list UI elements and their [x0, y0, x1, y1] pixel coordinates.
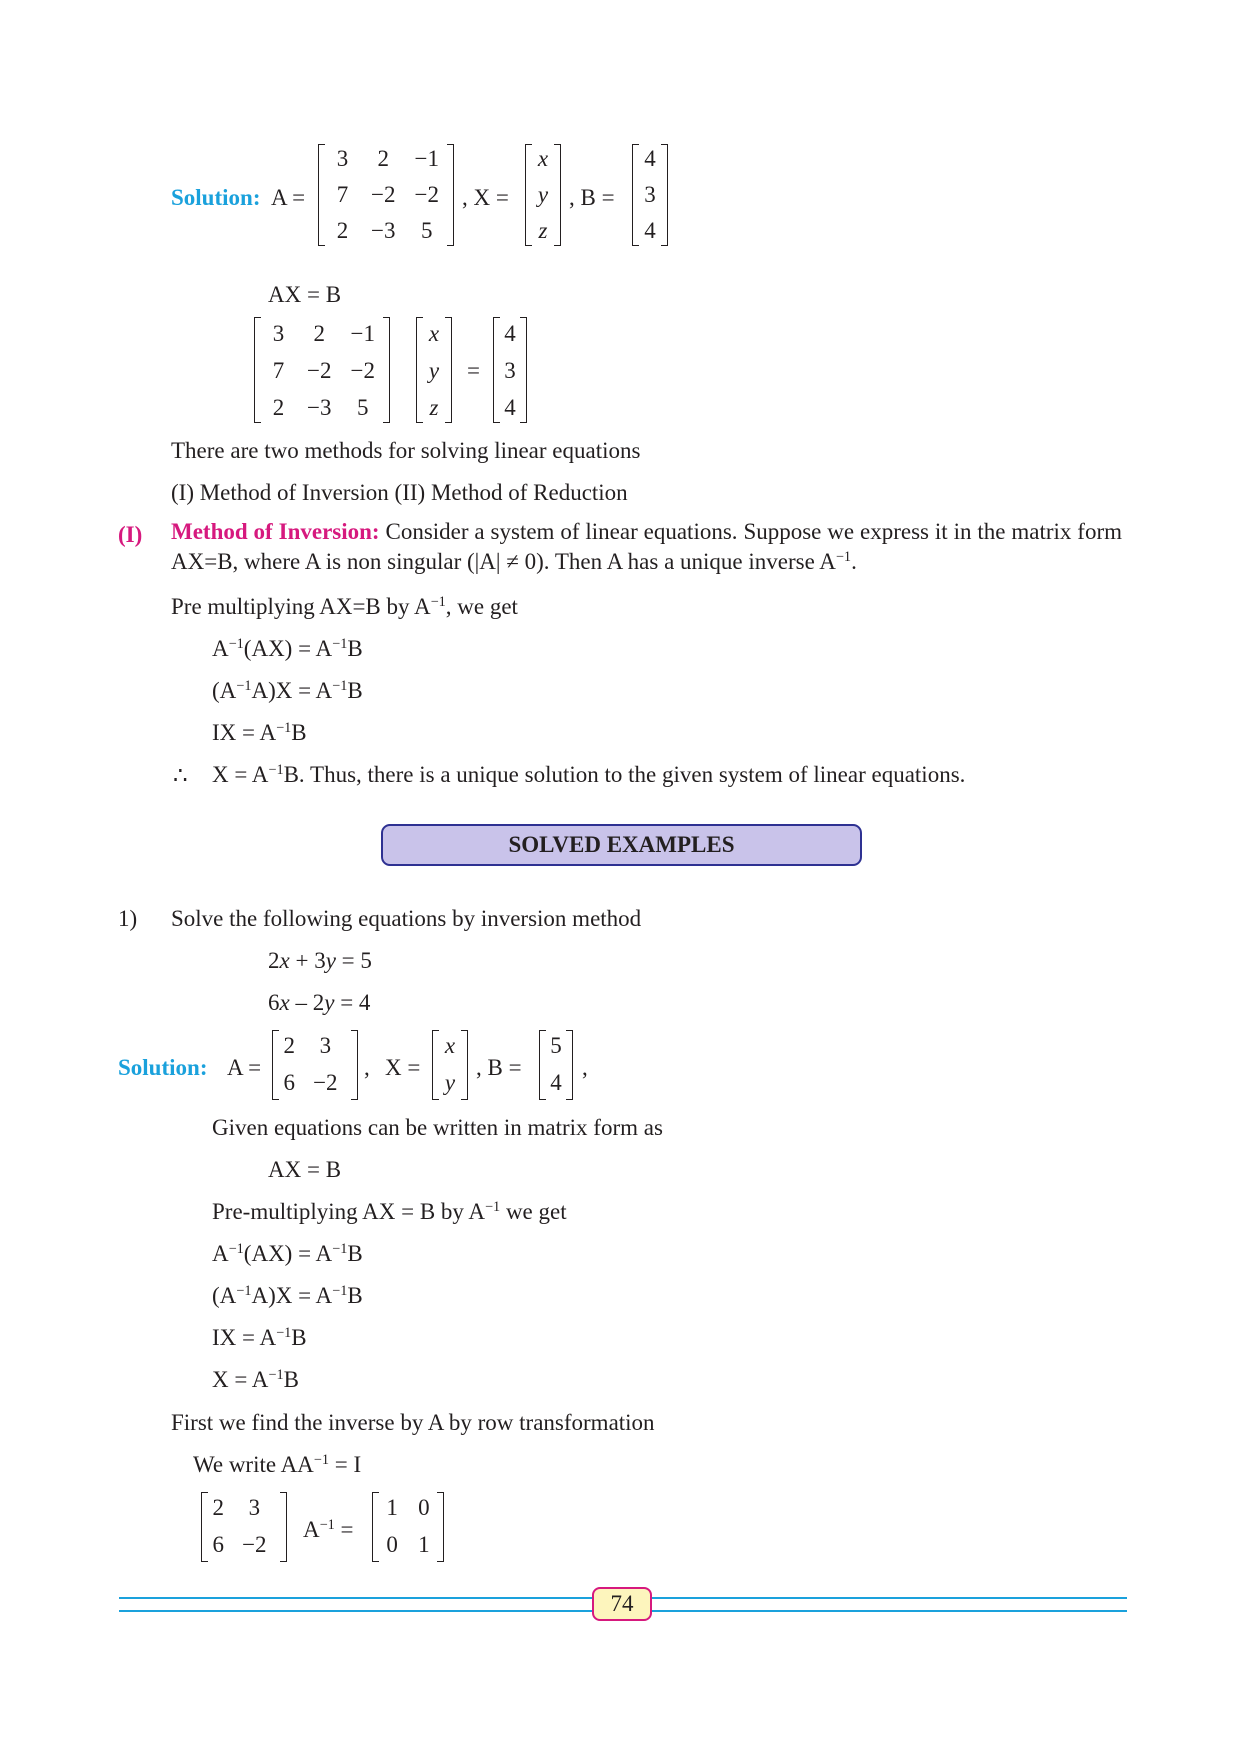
eq-a-label: A =: [227, 1055, 262, 1080]
matrix-cell: 6: [283, 1070, 295, 1095]
matrix-cell: −2: [313, 1070, 338, 1095]
matrix-cell: 3: [504, 358, 516, 383]
matrix-cell: −2: [414, 182, 440, 207]
matrix-cell: 2: [313, 321, 326, 346]
matrix-cell: 7: [272, 358, 285, 383]
conclusion-text: $X = A^{-1}B$. Thus, there is a unique solution to the given system of linear equations.: [212, 762, 966, 787]
eq-a-label: A =: [271, 185, 306, 210]
step-2: $(A^{-1}A)X = A^{-1}B$: [212, 678, 363, 703]
matrix-cell: z: [429, 395, 439, 420]
matrix-cell: 5: [357, 395, 369, 420]
matrix-a-2x2-inverse-eq: [201, 1492, 287, 1562]
matrix-cell: 2: [212, 1495, 224, 1520]
matrix-cell: 3: [644, 182, 656, 207]
matrix-cell: 4: [644, 218, 656, 243]
matrix-cell: 3: [336, 146, 349, 171]
matrix-cell: 7: [336, 182, 349, 207]
eq-b-label: , B =: [476, 1055, 522, 1080]
equals-sign: =: [467, 358, 480, 383]
method-of-inversion-paragraph: Method of Inversion: Consider a system of linear equations. Suppose we express it in the matrix form AX=B, where A is non singular (|A| ≠ 0). Then A has a unique inverse $A^{-1}$.: [171, 519, 1123, 574]
matrix-b-3x1: [632, 144, 668, 246]
matrix-cell: 4: [504, 395, 516, 420]
two-methods-text: There are two methods for solving linear equations: [171, 438, 641, 463]
matrix-cell: y: [428, 358, 440, 383]
therefore-symbol: ∴: [173, 763, 188, 788]
matrix-cell: x: [537, 146, 549, 171]
matrix-x-3x1-system: [416, 317, 452, 423]
solved-examples-banner: SOLVED EXAMPLES: [381, 824, 862, 866]
matrix-cell: 2: [336, 218, 349, 243]
eq-b-label: , B =: [569, 185, 615, 210]
pre-multiplying-text: Pre-multiplying AX = B by $A^{-1}$ we get: [212, 1199, 567, 1224]
matrix-cell: 0: [418, 1495, 430, 1520]
solution-label: Solution:: [171, 185, 261, 210]
step-4: $X = A^{-1}B$: [212, 1367, 299, 1392]
method-title: Method of Inversion:: [171, 519, 380, 544]
method-number: (I): [118, 522, 143, 547]
matrix-cell: z: [538, 218, 548, 243]
matrix-cell: 1: [418, 1532, 430, 1557]
matrix-cell: −2: [242, 1532, 267, 1557]
eq-x-label: , X =: [462, 185, 509, 210]
equation-1: 2x + 3y = 5: [268, 948, 372, 973]
matrix-cell: −2: [350, 358, 376, 383]
matrix-cell: −3: [307, 395, 332, 420]
matrix-b-3x1-system: [493, 317, 527, 423]
equation-ax-b: AX = B: [268, 282, 342, 307]
matrix-cell: 5: [421, 218, 433, 243]
page-number: 74: [592, 1587, 652, 1621]
comma: ,: [582, 1055, 588, 1080]
step-2: $(A^{-1}A)X = A^{-1}B$: [212, 1283, 363, 1308]
matrix-cell: 1: [386, 1495, 398, 1520]
matrix-cell: 3: [319, 1033, 332, 1058]
question-text: Solve the following equations by inversion method: [171, 906, 642, 931]
question-number: 1): [118, 906, 138, 931]
step-1: $A^{-1}(AX) = A^{-1}B$: [212, 1241, 363, 1266]
eq-x-label: X =: [385, 1055, 421, 1080]
matrix-cell: 3: [272, 321, 285, 346]
superscript: −1: [835, 549, 852, 566]
step-1: $A^{-1}(AX) = A^{-1}B$: [212, 636, 363, 661]
matrix-cell: 6: [212, 1532, 224, 1557]
matrix-cell: 4: [550, 1070, 562, 1095]
matrix-form-text: Given equations can be written in matrix form as: [212, 1115, 663, 1140]
matrix-x-3x1: [525, 144, 561, 246]
matrix-cell: 3: [248, 1495, 261, 1520]
matrix-cell: −3: [371, 218, 396, 243]
solution-label: Solution:: [118, 1055, 208, 1080]
matrix-cell: x: [444, 1033, 456, 1058]
matrix-a-3x3-system: [254, 317, 390, 423]
method-body: Consider a system of linear equations. Suppose we express it in the matrix form AX=B, where A is non singular (|A| ≠ 0). Then A has a unique inverse A: [171, 519, 1123, 574]
pre-multiplying-text: Pre multiplying AX=B by $A^{-1}$, we get: [171, 594, 518, 619]
matrix-cell: 2: [377, 146, 390, 171]
matrix-cell: −2: [307, 358, 332, 383]
matrix-cell: −1: [350, 321, 376, 346]
a-inverse-equals: $A^{-1}$ =: [303, 1517, 354, 1542]
matrix-x-2x1: [432, 1030, 468, 1100]
equation-2: 6x – 2y = 4: [268, 990, 371, 1015]
matrix-cell: 4: [504, 321, 516, 346]
matrix-cell: 4: [644, 146, 656, 171]
matrix-cell: −1: [414, 146, 440, 171]
step-3: IX = $A^{-1}B$: [212, 720, 307, 745]
identity-matrix: [372, 1492, 444, 1562]
matrix-cell: −2: [371, 182, 396, 207]
we-write-text: We write $AA^{-1} = I$: [193, 1452, 362, 1477]
methods-list-text: (I) Method of Inversion (II) Method of Reduction: [171, 480, 628, 505]
first-find-text: First we find the inverse by A by row transformation: [171, 1410, 655, 1435]
matrix-cell: 2: [283, 1033, 295, 1058]
matrix-cell: 2: [272, 395, 285, 420]
equation-ax-b: AX = B: [268, 1157, 342, 1182]
matrix-cell: 0: [386, 1532, 398, 1557]
comma: ,: [364, 1055, 370, 1080]
matrix-cell: y: [537, 182, 549, 207]
matrix-cell: y: [444, 1070, 456, 1095]
matrix-cell: 5: [550, 1033, 562, 1058]
matrix-b-2x1: [539, 1030, 573, 1100]
matrix-cell: x: [428, 321, 440, 346]
matrix-a-3x3: [318, 144, 454, 246]
matrix-a-2x2: [272, 1030, 358, 1100]
step-3: IX = $A^{-1}B$: [212, 1325, 307, 1350]
